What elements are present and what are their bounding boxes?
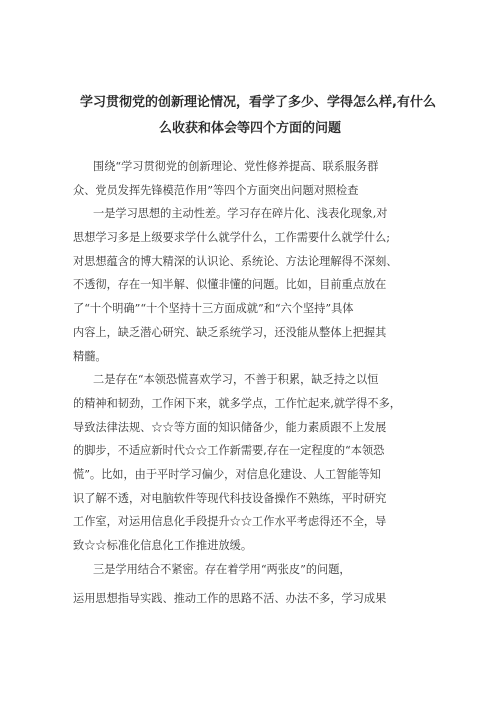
body-line-p1-7: 精髓。 (73, 349, 107, 363)
body-line-p2-4: 的脚步，不适应新时代☆☆工作新需要,存在一定程度的“本领恐 (73, 444, 385, 458)
body-line-p2-8: 致☆☆标准化信息化工作推进放缓。 (73, 539, 253, 552)
body-line-p3-1: 三是学用结合不紧密。存在着学用“两张皮”的问题， (93, 562, 351, 576)
document-body (73, 155, 435, 611)
body-line-p2-6: 识了解不透，对电脑软件等现代科技设备操作不熟练，平时研究 (73, 491, 387, 505)
body-line-p2-2: 的精神和韧劲，工作闲下来，就多学点，工作忙起来,就学得不多， (73, 396, 401, 410)
body-line-p2-3: 导致法律法规、☆☆等方面的知识储备少，能力素质跟不上发展 (73, 420, 387, 434)
document-title-line-1: 学习贯彻党的创新理论情况，看学了多少、学得怎么样,有什么 (80, 95, 436, 110)
body-line-p1-4: 不透彻，存在一知半解、似懂非懂的问题。比如，目前重点放在 (73, 278, 387, 292)
body-line-p1-1: 一是学习思想的主动性差。学习存在碎片化、浅表化现象,对 (93, 207, 388, 221)
body-line-p2-7: 工作室，对运用信息化手段提升☆☆工作水平考虑得还不全，导 (73, 515, 387, 529)
body-line-intro-1: 围绕“学习贯彻党的创新理论、党性修养提高、联系服务群 (93, 160, 379, 173)
body-line-p2-5: 慌”。比如，由于平时学习偏少，对信息化建设、人工智能等知 (73, 467, 381, 481)
body-line-intro-2: 众、党员发挥先锋模范作用”等四个方面突出问题对照检查 (73, 183, 359, 197)
body-line-p2-1: 二是存在“本领恐慌喜欢学习，不善于积累，缺乏持之以恒 (93, 373, 379, 387)
body-line-p3-2: 运用思想指导实践、推动工作的思路不活、办法不多，学习成果 (73, 592, 387, 606)
document-title-line-2: 么收获和体会等四个方面的问题 (158, 121, 341, 136)
body-line-p1-3: 对思想蕴含的博大精深的认识论、系统论、方法论理解得不深刻、 (73, 254, 398, 268)
body-line-p1-2: 思想学习多是上级要求学什么就学什么，工作需要什么就学什么; (73, 231, 391, 245)
body-line-p1-5: 了“十个明确”“十个坚持十三方面成就”和“六个坚持”具体 (73, 302, 354, 316)
body-line-p1-6: 内容上，缺乏潜心研究、缺乏系统学习，还没能从整体上把握其 (73, 325, 387, 339)
